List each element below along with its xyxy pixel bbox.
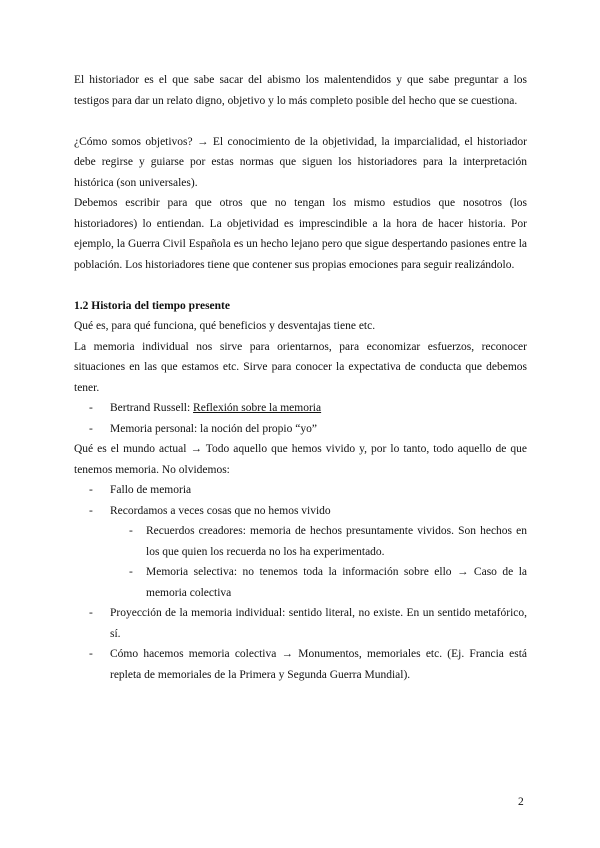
list-item-proyeccion: - Proyección de la memoria individual: sentido literal, no existe. En un sentido metafórico, sí. bbox=[110, 603, 527, 644]
recordamos-text: Recordamos a veces cosas que no hemos vivido bbox=[110, 504, 331, 517]
russell-title: Reflexión sobre la memoria bbox=[193, 402, 322, 414]
memory-list bbox=[74, 398, 527, 439]
list-item-memoria-colectiva: - Cómo hacemos memoria colectiva → Monumentos, memoriales etc. (Ej. Francia está repleta de memoriales de la Primera y Segunda Guerra Mundial). bbox=[110, 644, 527, 685]
russell-label: Bertrand Russell: bbox=[110, 402, 194, 414]
page-body bbox=[74, 70, 527, 685]
list-item-fallo: - Fallo de memoria bbox=[110, 480, 527, 501]
paragraph-escribir: Debemos escribir para que otros que no tengan los mismo estudios que nosotros (los historiadores) lo entiendan. La objetividad es imprescindible a la hora de hacer historia. Por ejemplo, la Guerra Civil Española es un hecho lejano pero que sigue despertando pasiones entre la población. Los historiadores tiene que contener sus propias emociones para seguir realizándolo. bbox=[74, 197, 527, 271]
list-item-recordamos bbox=[110, 501, 527, 604]
list-item-memoria-selectiva: - Memoria selectiva: no tenemos toda la información sobre ello → Caso de la memoria colectiva bbox=[146, 562, 527, 603]
paragraph-historiador: El historiador es el que sabe sacar del abismo los malentendidos y que sabe preguntar a los testigos para dar un relato digno, objetivo y lo más completo posible del hecho que se cuestiona. bbox=[74, 74, 527, 107]
paragraph-mundo-actual: Qué es el mundo actual → Todo aquello que hemos vivido y, por lo tanto, todo aquello de que tenemos memoria. No olvidemos: bbox=[74, 443, 527, 476]
section-heading: 1.2 Historia del tiempo presente bbox=[74, 299, 230, 312]
paragraph-objetividad: ¿Cómo somos objetivos? → El conocimiento de la objetividad, la imparcialidad, el historiador debe regirse y guiarse por estas normas que siguen los historiadores para la interpretación histórica (son universales). bbox=[74, 135, 527, 189]
paragraph-memoria-individual: La memoria individual nos sirve para orientarnos, para economizar esfuerzos, reconocer situaciones en las que estamos etc. Sirve para conocer la expectativa de conducta que debemos tener. bbox=[74, 340, 527, 394]
recordamos-sublist bbox=[110, 521, 527, 603]
olvidemos-list bbox=[74, 480, 527, 685]
list-item-memoria-personal: - Memoria personal: la noción del propio “yo” bbox=[110, 419, 527, 440]
page-number: 2 bbox=[518, 796, 524, 808]
list-item-russell bbox=[110, 398, 527, 419]
section-intro: Qué es, para qué funciona, qué beneficios y desventajas tiene etc. bbox=[74, 320, 376, 332]
list-item-recuerdos-creadores: - Recuerdos creadores: memoria de hechos presuntamente vividos. Son hechos en los que quien los recuerda no los ha experimentado. bbox=[146, 521, 527, 562]
